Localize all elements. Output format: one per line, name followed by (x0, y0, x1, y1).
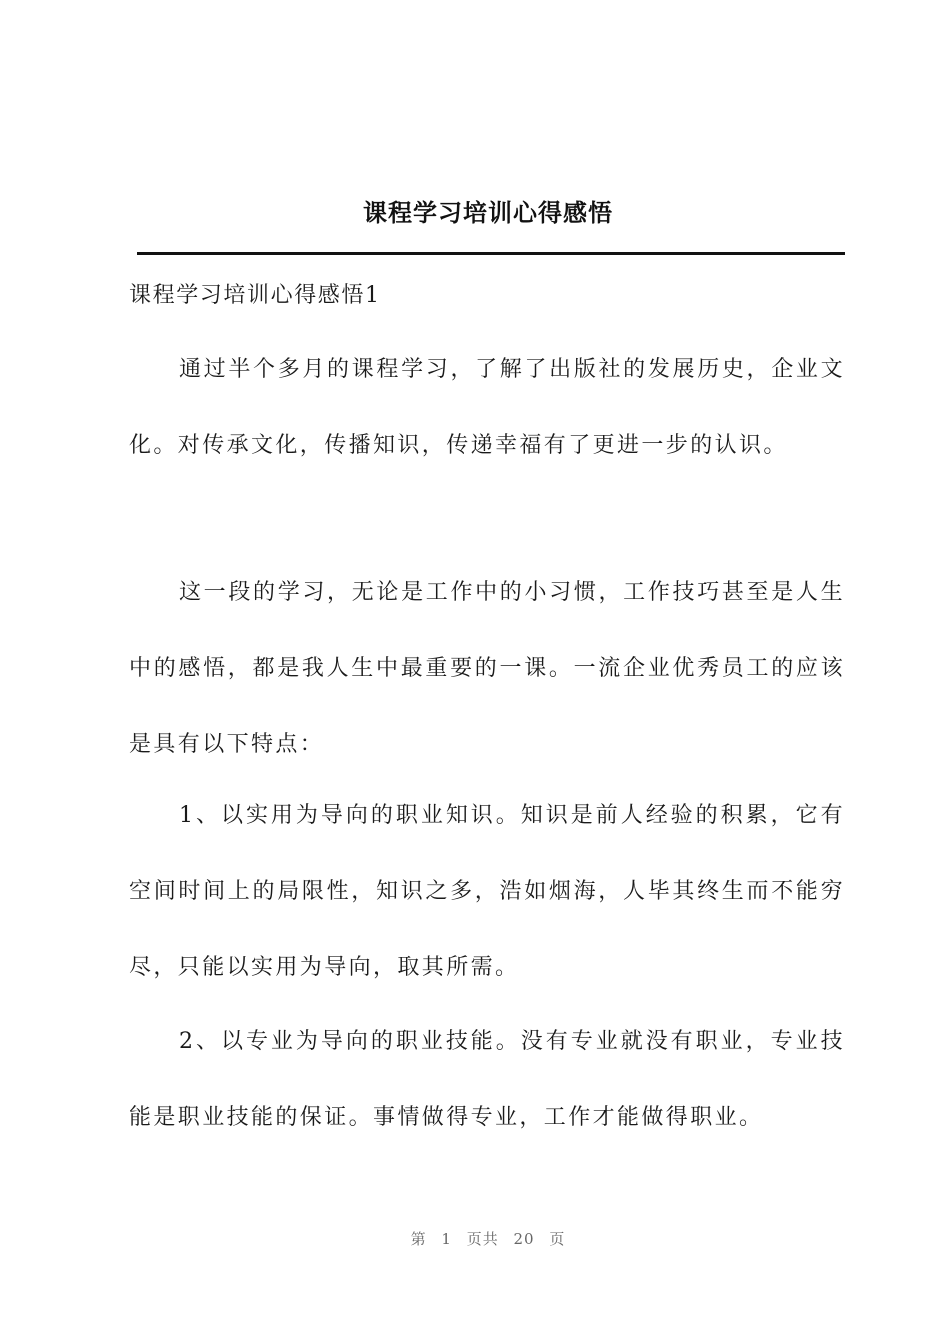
paragraph-1: 通过半个多月的课程学习，了解了出版社的发展历史，企业文化。对传承文化，传播知识，传递幸福有了更进一步的认识。 (129, 357, 845, 458)
paragraph-2: 这一段的学习，无论是工作中的小习惯，工作技巧甚至是人生中的感悟，都是我人生中最重要的一课。一流企业优秀员工的应该是具有以下特点： (129, 580, 845, 757)
section-heading: 课程学习培训心得感悟1 (129, 283, 381, 308)
page-footer: 第 1 页共 20 页 (410, 1230, 566, 1248)
title-divider (137, 252, 845, 255)
document-title: 课程学习培训心得感悟 (363, 198, 613, 227)
paragraph-3: 1、以实用为导向的职业知识。知识是前人经验的积累，它有空间时间上的局限性，知识之多，浩如烟海，人毕其终生而不能穷尽，只能以实用为导向，取其所需。 (129, 803, 845, 980)
paragraph-4: 2、以专业为导向的职业技能。没有专业就没有职业，专业技能是职业技能的保证。事情做得专业，工作才能做得职业。 (129, 1029, 845, 1130)
